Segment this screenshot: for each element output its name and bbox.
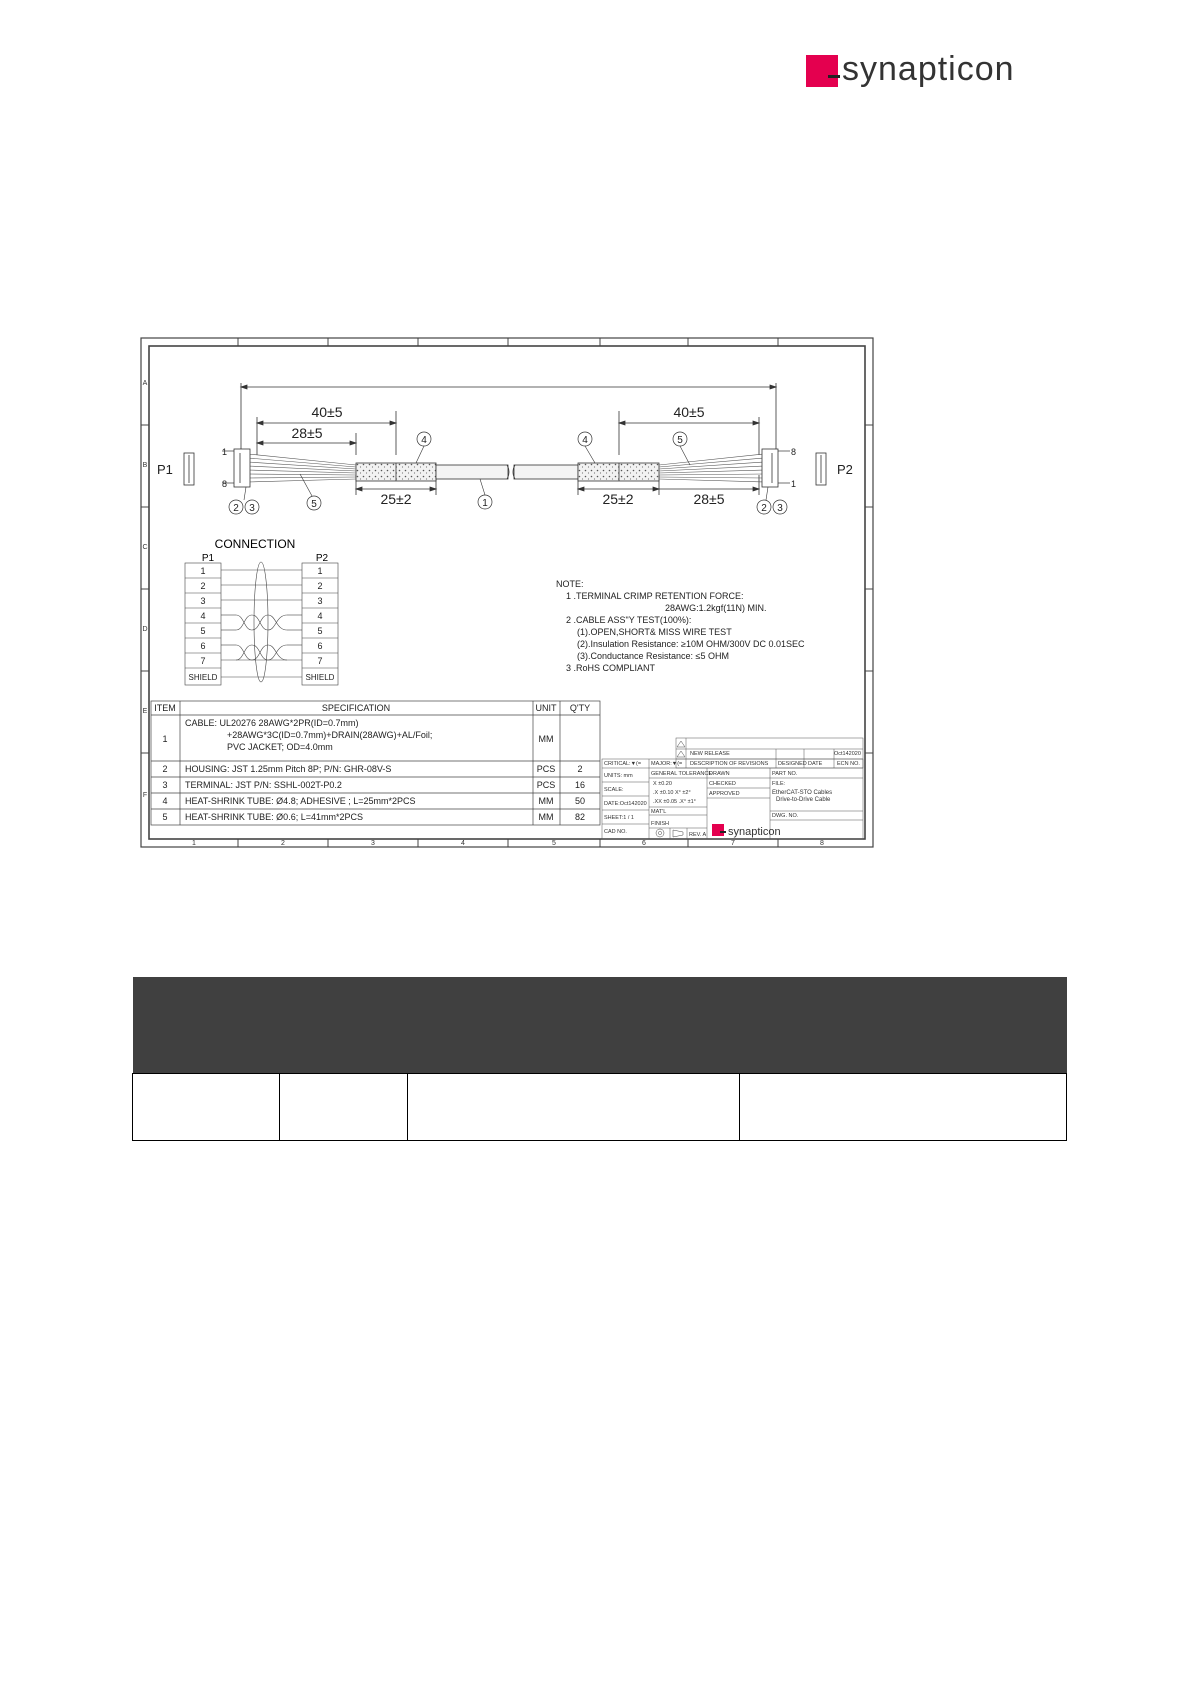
p2-pin: 1 (317, 566, 323, 576)
bom-row-item: 1 (162, 734, 168, 744)
heat-shrink-right (578, 463, 659, 481)
tb-units: UNITS: mm (604, 773, 633, 779)
balloon-5-text: 5 (677, 435, 683, 446)
synapticon-logo (806, 55, 1068, 87)
balloon-3-text: 3 (249, 503, 255, 514)
tb-release-date: Oct142020 (834, 751, 861, 757)
bom-row-spec: +28AWG*3C(ID=0.7mm)+DRAIN(28AWG)+AL/Foil; (227, 730, 433, 740)
note-3: 3 .RoHS COMPLIANT (566, 663, 656, 673)
frame-col-label: 2 (281, 840, 285, 847)
balloon-4-text: 4 (582, 435, 588, 446)
tb-ecn: ECN NO. (837, 761, 860, 767)
bom-row-spec: HEAT-SHRINK TUBE: Ø0.6; L=41mm*2PCS (185, 812, 363, 822)
p1-pin: 6 (200, 641, 206, 651)
p1-label: P1 (157, 462, 173, 477)
rev-triangle-icon (677, 751, 685, 757)
bom-row-qty: 82 (574, 812, 586, 822)
frame-col-label: 8 (820, 840, 824, 847)
p2-pin: 5 (317, 626, 323, 636)
tb-finish: FINISH (651, 821, 670, 827)
tb-part-no: PART NO. (772, 771, 798, 777)
bom-row-item: 3 (162, 780, 168, 790)
housing-left (234, 449, 250, 487)
balloon-3-text: 3 (777, 503, 783, 514)
frame-col-label: 5 (552, 840, 556, 847)
bom-row-spec: HOUSING: JST 1.25mm Pitch 8P; P/N: GHR-08V-S (185, 764, 392, 774)
p1-pin: 5 (200, 626, 206, 636)
note-2a: (1).OPEN,SHORT& MISS WIRE TEST (577, 627, 732, 637)
frame-row-label: C (142, 544, 148, 551)
p2-pin: 4 (317, 611, 323, 621)
info-table-cell (408, 1074, 740, 1141)
tb-new-release: NEW RELEASE (690, 751, 730, 757)
info-table-row (133, 1074, 1067, 1141)
bom-row-qty: 2 (577, 764, 583, 774)
info-table-cell (740, 1074, 1067, 1141)
bom-row-unit: PCS (536, 764, 556, 774)
bom-header-qty: Q'TY (569, 703, 591, 713)
tb-desc-rev: DESCRIPTION OF REVISIONS (690, 761, 769, 767)
p1-pin: 4 (200, 611, 206, 621)
tb-tol-xxx: .XX ±0.05 .X° ±1° (653, 799, 696, 805)
p2-pin: 3 (317, 596, 323, 606)
info-table-header-row (133, 977, 1067, 1074)
drawing-svg (140, 337, 875, 849)
dim-25-left: 25±2 (380, 491, 412, 507)
tb-file: FILE: (772, 781, 786, 787)
bom-header-item: ITEM (154, 703, 176, 713)
tb-drawn: DRAWN (709, 771, 730, 777)
info-table-header (133, 977, 1067, 1074)
balloon-5-text: 5 (311, 499, 317, 510)
bom-row-spec: TERMINAL: JST P/N: SSHL-002T-P0.2 (185, 780, 342, 790)
housing-right (762, 449, 778, 487)
frame-col-label: 6 (642, 840, 646, 847)
tb-critical: CRITICAL:▼(= (604, 761, 642, 767)
tb-date-val: DATE:Oct142020 (604, 801, 647, 807)
projection-symbol-icon (656, 829, 664, 837)
tb-approved: APPROVED (709, 791, 740, 797)
info-table-cell (133, 1074, 280, 1141)
pin-1-right: 1 (791, 479, 797, 489)
cable-jacket-right (514, 465, 578, 479)
tb-rev: REV. A (689, 832, 707, 838)
frame-row-label: B (142, 462, 148, 469)
connection-p2: P2 (315, 553, 329, 564)
p2-label: P2 (837, 462, 853, 477)
p2-pin: 7 (317, 656, 323, 666)
frame-row-label: D (142, 626, 148, 633)
info-table (132, 977, 1067, 1141)
bom-header-unit: UNIT (535, 703, 557, 713)
tb-dwg-no: DWG. NO. (772, 813, 799, 819)
rev-triangle-icon (677, 741, 685, 747)
bom-row-qty: 16 (574, 780, 586, 790)
projection-cone-icon (673, 830, 683, 837)
title-block-grid (602, 738, 863, 839)
pin-8-right: 8 (791, 447, 797, 457)
bom-row-spec: HEAT-SHRINK TUBE: Ø4.8; ADHESIVE ; L=25mm*2PCS (185, 796, 416, 806)
dim-25-right: 25±2 (602, 491, 634, 507)
title-block-logo-mark (712, 824, 724, 836)
balloon-2-text: 2 (761, 503, 767, 514)
connection-p1: P1 (201, 553, 215, 564)
note-2c: (3).Conductance Resistance: ≤5 OHM (577, 651, 730, 661)
tb-gen-tol: GENERAL TOLERANCE (651, 771, 713, 777)
info-table-cell (280, 1074, 408, 1141)
p2-pin: SHIELD (305, 673, 335, 682)
dim-28-right: 28±5 (693, 491, 725, 507)
bom-row-item: 2 (162, 764, 168, 774)
cable-jacket-left (436, 465, 508, 479)
tb-checked: CHECKED (709, 781, 736, 787)
bom-row-unit: MM (538, 734, 554, 744)
dim-40-left: 40±5 (311, 404, 343, 420)
p2-pin: 2 (317, 581, 323, 591)
wire-fan-right (659, 454, 764, 482)
frame-row-label: F (142, 792, 148, 799)
note-title: NOTE: (556, 579, 584, 589)
pin-1-left: 1 (222, 447, 228, 457)
tb-title-1: EtherCAT-STO Cables (772, 790, 833, 796)
tb-tol-x: X ±0.20 (653, 781, 672, 787)
dim-28-left: 28±5 (291, 425, 323, 441)
note-2: 2 .CABLE ASS"Y TEST(100%): (566, 615, 692, 625)
note-1a: 28AWG:1.2kgf(11N) MIN. (665, 603, 767, 613)
p1-pin: 1 (200, 566, 206, 576)
tb-major: MAJOR:▼(= (651, 761, 683, 767)
tb-designed: DESIGNED (778, 761, 807, 767)
title-block-logo-text: synapticon (728, 826, 781, 838)
tb-matl: MAT'L (651, 809, 667, 815)
frame-row-label: A (142, 380, 148, 387)
p1-pin: 3 (200, 596, 206, 606)
connection-title: CONNECTION (214, 537, 296, 551)
bom-row-qty: 50 (574, 796, 586, 806)
tb-tol-xx: .X ±0.10 X° ±2° (653, 790, 691, 796)
p2-pin: 6 (317, 641, 323, 651)
logo-wordmark: synapticon (842, 55, 1015, 87)
frame-col-label: 3 (371, 840, 375, 847)
balloon-1-text: 1 (482, 498, 488, 509)
bom-row-item: 4 (162, 796, 168, 806)
note-2b: (2).Insulation Resistance: ≥10M OHM/300V DC 0.01SEC (577, 639, 805, 649)
bom-row-unit: PCS (536, 780, 556, 790)
tb-cad-no: CAD NO. (604, 829, 627, 835)
bom-row-unit: MM (538, 796, 554, 806)
frame-col-label: 4 (461, 840, 465, 847)
p1-pin: 7 (200, 656, 206, 666)
cable-drawing (140, 337, 875, 849)
tb-title-2: Drive-to-Drive Cable (776, 797, 831, 803)
p1-pin: SHIELD (188, 673, 218, 682)
p1-pin: 2 (200, 581, 206, 591)
bom-row-spec: PVC JACKET; OD=4.0mm (227, 742, 333, 752)
dim-40-right: 40±5 (673, 404, 705, 420)
tb-sheet: SHEET:1 / 1 (604, 815, 634, 821)
bom-row-item: 5 (162, 812, 168, 822)
bom-header-spec: SPECIFICATION (321, 703, 391, 713)
balloon-2-text: 2 (233, 503, 239, 514)
pin-8-left: 8 (222, 479, 228, 489)
tb-date: DATE (808, 761, 823, 767)
note-1: 1 .TERMINAL CRIMP RETENTION FORCE: (566, 591, 744, 601)
frame-col-label: 7 (731, 840, 735, 847)
bom-row-spec: CABLE: UL20276 28AWG*2PR(ID=0.7mm) (185, 718, 359, 728)
balloon-4-text: 4 (421, 435, 427, 446)
bom-row-unit: MM (538, 812, 554, 822)
tb-scale: SCALE: (604, 787, 624, 793)
frame-col-label: 1 (192, 840, 196, 847)
frame-row-label: E (142, 708, 148, 715)
